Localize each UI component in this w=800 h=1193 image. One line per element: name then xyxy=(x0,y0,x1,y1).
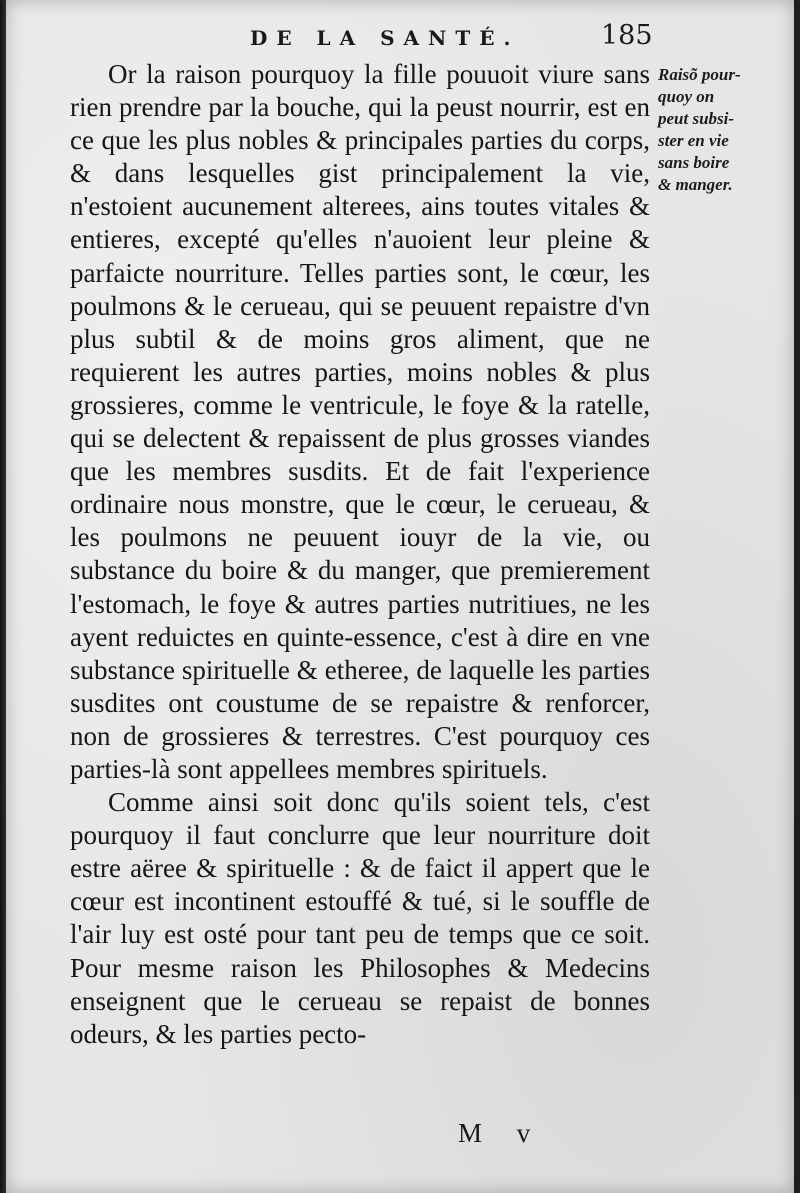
marginal-note-line: ster en vie xyxy=(658,131,729,150)
marginal-note-line: & manger. xyxy=(658,175,733,194)
signature-mark: M v xyxy=(458,1118,545,1148)
paragraph-1: Or la raison pourquoy la fille pouuoit viure sans rien prendre par la bouche, qui la peust nourrir, est en ce que les plus nobles & principales parties du corps, & dans lesquelles gist principalement la vie, n'estoient aucunement alterees, ains toutes vitales & entieres, excepté qu'elles n'auoient leur pleine & parfaicte nourriture. Telles parties sont, le cœur, les poulmons & le cerueau, qui se peuuent repaistre d'vn plus subtil & de moins gros aliment, que ne requierent les autres parties, moins nobles & plus grossieres, comme le ventricule, le foye & la ratelle, qui se delectent & repaissent de plus grosses viandes que les membres susdits. Et de fait l'experience ordinaire nous monstre, que le cœur, le cerueau, & les poulmons ne peuuent iouyr de la vie, ou substance du boire & du manger, que premierement l'estomach, le foye & autres parties nutritiues, ne les ayent reduictes en quinte-essence, c'est à dire en vne substance spirituelle & etheree, de laquelle les parties susdites ont coustume de se repaistre & renforcer, non de grossieres & terrestres. C'est pourquoy ces parties-là sont appellees membres spirituels. xyxy=(70,59,650,784)
marginal-note xyxy=(658,64,776,196)
marginal-note-line: sans boire xyxy=(658,153,730,172)
marginal-note-line: quoy on xyxy=(658,87,715,106)
main-text-block xyxy=(70,58,650,1051)
marginal-note-line: peut subsi- xyxy=(658,109,735,128)
page-number: 185 xyxy=(601,20,653,51)
book-page xyxy=(6,0,794,1193)
paragraph-2: Comme ainsi soit donc qu'ils soient tels, c'est pourquoy il faut conclurre que leur nourriture doit estre aëree & spirituelle : & de faict il appert que le cœur est incontinent estouffé & tué, si le souffle de l'air luy est osté pour tant peu de temps que ce soit. Pour mesme raison les Philosophes & Medecins enseignent que le cerueau se repaist de bonnes odeurs, & les parties pecto- xyxy=(70,787,650,1049)
running-title: DE LA SANTÉ. xyxy=(250,26,520,50)
marginal-note-line: Raisõ pour- xyxy=(658,65,741,84)
